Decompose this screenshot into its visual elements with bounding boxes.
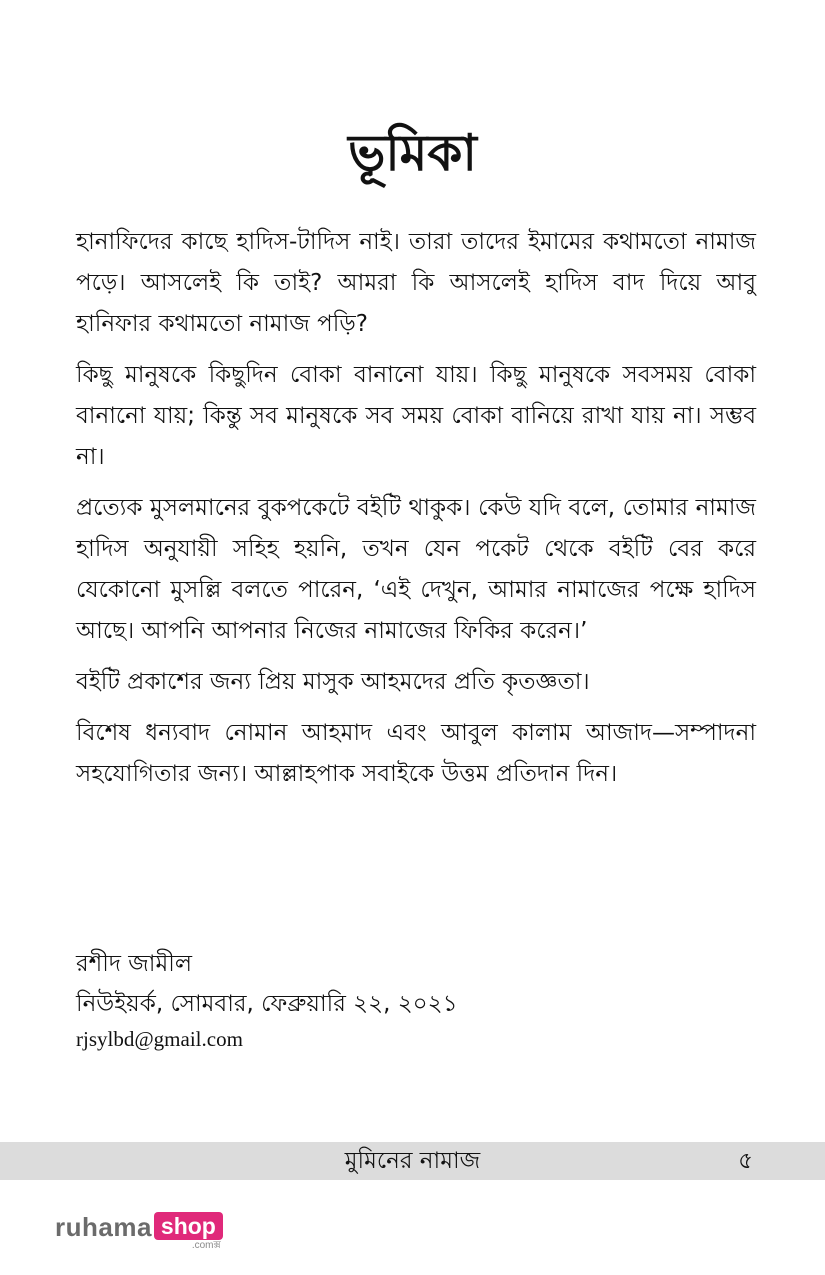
paragraph-2: কিছু মানুষকে কিছুদিন বোকা বানানো যায়। কিছু মানুষকে সবসময় বোকা বানানো যায়; কিন্তু সব মানুষকে সব সময় বোকা বানিয়ে রাখা যায় না। সম্ভব না। bbox=[76, 362, 756, 470]
paragraph-3: প্রত্যেক মুসলমানের বুকপকেটে বইটি থাকুক। কেউ যদি বলে, তোমার নামাজ হাদিস অনুযায়ী সহিহ হয়নি, তখন যেন পকেট থেকে বইটি বের করে যেকোনো মুসল্লি বলতে পারেন, ‘এই দেখুন, আমার নামাজের পক্ষে হাদিস আছে। আপনি আপনার নিজের নামাজের ফিকির করেন।’ bbox=[76, 495, 756, 644]
paragraph-4: বইটি প্রকাশের জন্য প্রিয় মাসুক আহমদের প্রতি কৃতজ্ঞতা। bbox=[76, 669, 590, 695]
logo-text-domain: .comক্স bbox=[191, 1240, 221, 1251]
signature-block bbox=[76, 944, 676, 1054]
running-title: মুমিনের নামাজ bbox=[344, 1148, 481, 1174]
ruhama-shop-logo bbox=[55, 1212, 223, 1252]
author-name: রশীদ জামীল bbox=[76, 951, 192, 977]
page-number: ৫ bbox=[738, 1148, 753, 1174]
place-date: নিউইয়র্ক, সোমবার, ফেব্রুয়ারি ২২, ২০২১ bbox=[76, 991, 458, 1017]
preface-body bbox=[76, 222, 756, 805]
author-email: rjsylbd@gmail.com bbox=[76, 1027, 243, 1051]
logo-text-shop: shop bbox=[154, 1212, 223, 1240]
paragraph-5: বিশেষ ধন্যবাদ নোমান আহমাদ এবং আবুল কালাম আজাদ—সম্পাদনা সহযোগিতার জন্য। আল্লাহপাক সবাইকে উত্তম প্রতিদান দিন। bbox=[76, 720, 756, 787]
logo-text-ruhama: ruhama bbox=[55, 1212, 152, 1242]
logo-shop-badge bbox=[154, 1212, 223, 1251]
page-title: ভূমিকা bbox=[348, 124, 477, 182]
paragraph-1: হানাফিদের কাছে হাদিস-টাদিস নাই। তারা তাদের ইমামের কথামতো নামাজ পড়ে। আসলেই কি তাই? আমরা কি আসলেই হাদিস বাদ দিয়ে আবু হানিফার কথামতো নামাজ পড়ি? bbox=[76, 229, 756, 337]
footer-band bbox=[0, 1142, 825, 1180]
